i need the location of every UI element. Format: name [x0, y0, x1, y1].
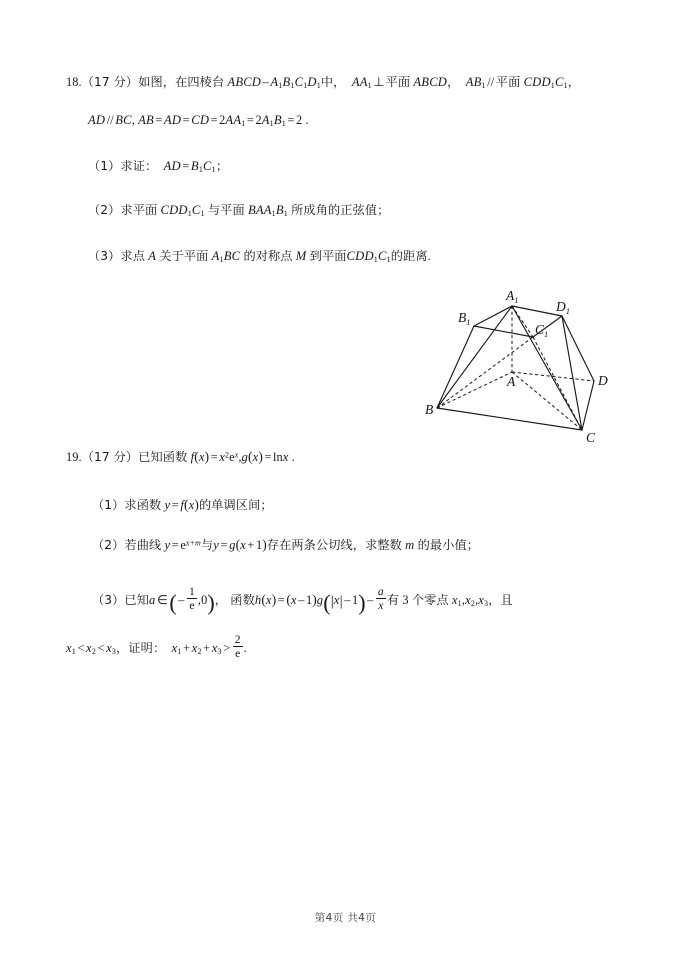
vertex-label-A: A	[507, 374, 516, 389]
question-19-part-3-line-2: $x_1 < x_2 < x_3$，证明： $x_1 + x_2 + x_3$ > $\frac{2}{e}$ .	[66, 633, 247, 660]
edge-D1-D	[562, 316, 594, 381]
question-19-part-3-line-1: （3）已知a ∈( – $\frac{1}{e}$ ,0)， 函数h(x) = (x – 1)g(|x| – 1) – $\frac{a}{x}$ 有 3 个零点 $x_1,x_2,x_3$，且	[92, 585, 513, 616]
question-19-stem: 19.（17 分）已知函数 $f(x) = x^2e^x,g(x) = \ln x$ .	[66, 449, 295, 464]
vertex-label-B: B	[425, 402, 434, 417]
edge-B-C	[437, 408, 582, 430]
question-18-part-3: （3）求点 A 关于平面 $A_1BC$ 的对称点 M 到平面$CDD_1C_1$的距离.	[88, 249, 431, 264]
edge-B1-A1	[474, 306, 512, 326]
edge-B1-B	[437, 326, 474, 408]
page-footer: 第4页 共4页	[314, 912, 377, 924]
question-19-part-2: （2）若曲线 $y = e^{x+m}$与y = g(x + 1)存在两条公切线，求整数 m 的最小值；	[92, 537, 480, 552]
dashed-C1-C	[533, 337, 582, 430]
dashed-B-A	[437, 372, 512, 408]
question-18-stem-line-2: AD // BC, AB = AD = CD = $2AA_1 = 2A_1B_1 = 2$ .	[88, 113, 309, 128]
question-18-stem-line-1: 18.（17 分）如图，在四棱台 ABCD – $A_1B_1C_1D_1$中， $AA_1$ ⊥ 平面 ABCD， $AB_1$ // 平面 $CDD_1C_1$，	[66, 75, 581, 90]
edge-A1-D1	[512, 306, 562, 316]
vertex-label-D: D	[598, 373, 608, 388]
frustum-figure	[412, 276, 632, 446]
vertex-label-C: C	[586, 430, 596, 445]
vertex-label-D1: $D_1$	[556, 299, 570, 316]
edge-A1-B	[437, 306, 512, 408]
edge-D-C	[582, 381, 594, 430]
question-18-part-2: （2）求平面 $CDD_1C_1$ 与平面 $BAA_1B_1$ 所成角的正弦值；	[88, 203, 390, 218]
question-18-part-1: （1）求证： AD = $B_1C_1$；	[88, 159, 229, 174]
vertex-label-C1: $C_1$	[535, 322, 549, 339]
vertex-label-B1: $B_1$	[458, 310, 471, 327]
question-19-part-1: （1）求函数 y = f(x)的单调区间；	[92, 497, 273, 512]
vertex-label-A1: $A_1$	[506, 288, 519, 305]
